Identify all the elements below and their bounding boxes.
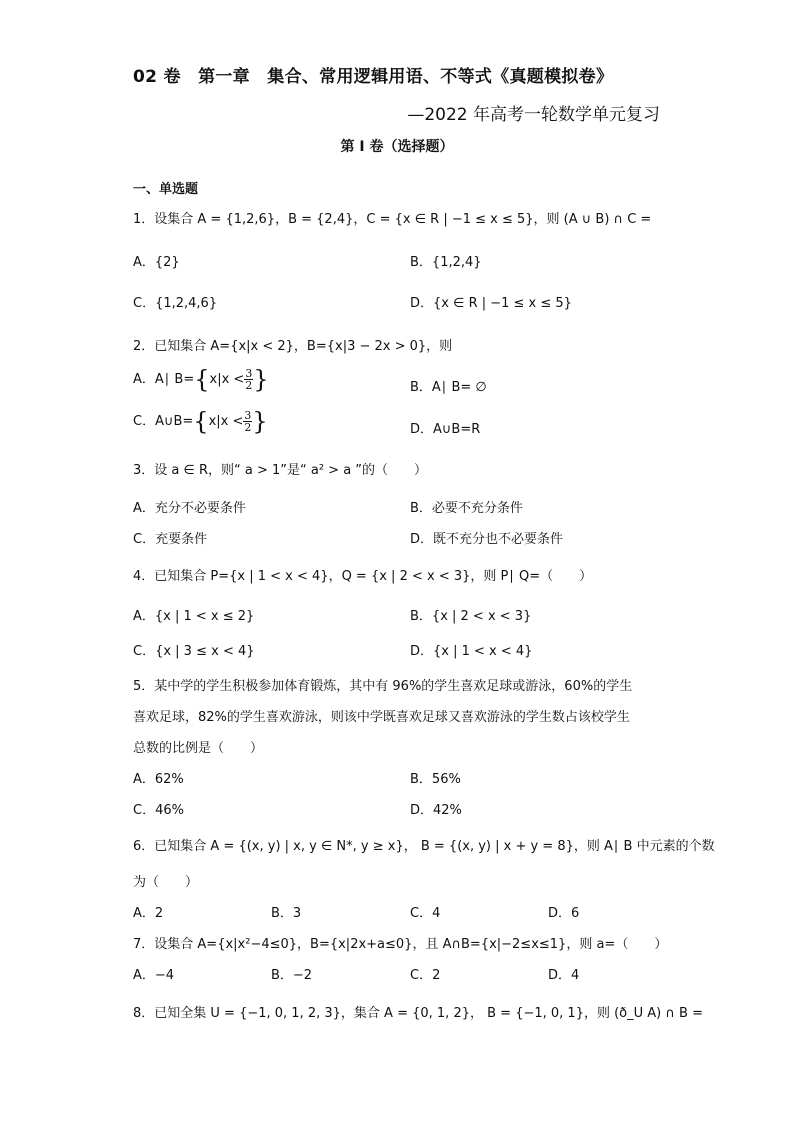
right-brace: } — [252, 407, 268, 436]
fraction-numerator: 3 — [244, 409, 252, 422]
left-brace: { — [194, 365, 210, 394]
set-builder: x|x < — [208, 414, 244, 429]
question-6-option-c: C．4 — [410, 906, 441, 921]
fraction-denominator: 2 — [244, 421, 252, 434]
document-subtitle: —2022 年高考一轮数学单元复习 — [407, 105, 660, 125]
question-5-option-d: D．42% — [410, 803, 462, 818]
question-2-stem: 2．已知集合 A={x|x < 2}，B={x|3 − 2x > 0}，则 — [133, 339, 453, 354]
question-6-option-d: D．6 — [548, 906, 580, 921]
question-6-option-a: A．2 — [133, 906, 164, 921]
right-brace: } — [253, 365, 269, 394]
question-8-stem: 8．已知全集 U = {−1, 0, 1, 2, 3}，集合 A = {0, 1, 2}， B = {−1, 0, 1}，则 (ð_U A) ∩ B = — [133, 1006, 703, 1021]
question-7-stem: 7．设集合 A={x|x²−4≤0}，B={x|2x+a≤0}，且 A∩B={x|−2≤x≤1}，则 a=（ ） — [133, 937, 668, 952]
question-5-line-1: 5．某中学的学生积极参加体育锻炼，其中有 96%的学生喜欢足球或游泳，60%的学生 — [133, 679, 633, 694]
question-3-option-b: B．必要不充分条件 — [410, 501, 523, 516]
question-4-stem: 4．已知集合 P={x | 1 < x < 4}，Q = {x | 2 < x < 3}，则 P∣ Q=（ ） — [133, 569, 593, 584]
fraction — [244, 368, 253, 391]
question-1-option-d: D．{x ∈ R | −1 ≤ x ≤ 5} — [410, 296, 572, 311]
document-title: 02 卷 第一章 集合、常用逻辑用语、不等式《真题模拟卷》 — [133, 67, 614, 87]
question-6-line-2: 为（ ） — [133, 875, 199, 890]
left-brace: { — [193, 407, 209, 436]
question-7-option-a: A．−4 — [133, 968, 175, 983]
set-builder: x|x < — [209, 372, 245, 387]
question-2-option-c — [133, 407, 268, 436]
question-2-option-d: D．A∪B=R — [410, 422, 481, 437]
question-7-option-c: C．2 — [410, 968, 441, 983]
question-4-option-c: C．{x | 3 ≤ x < 4} — [133, 644, 255, 659]
question-4-option-d: D．{x | 1 < x < 4} — [410, 644, 533, 659]
question-2-option-b: B．A∣ B= ∅ — [410, 380, 487, 395]
question-5-option-c: C．46% — [133, 803, 184, 818]
question-4-option-a: A．{x | 1 < x ≤ 2} — [133, 609, 255, 624]
question-6-option-b: B．3 — [271, 906, 302, 921]
question-3-option-a: A．充分不必要条件 — [133, 501, 246, 516]
question-7-option-b: B．−2 — [271, 968, 313, 983]
question-1-option-c: C．{1,2,4,6} — [133, 296, 218, 311]
question-3-option-c: C．充要条件 — [133, 532, 208, 547]
option-c-prefix: C．A∪B= — [133, 414, 194, 429]
question-3-option-d: D．既不充分也不必要条件 — [410, 532, 564, 547]
question-5-option-a: A．62% — [133, 772, 184, 787]
question-1-option-b: B．{1,2,4} — [410, 255, 482, 270]
section-heading: 一、单选题 — [133, 182, 199, 197]
question-1-option-a: A．{2} — [133, 255, 180, 270]
question-4-option-b: B．{x | 2 < x < 3} — [410, 609, 532, 624]
part-heading: 第 I 卷（选择题） — [340, 139, 454, 155]
fraction-denominator: 2 — [245, 379, 253, 392]
question-5-line-2: 喜欢足球，82%的学生喜欢游泳，则该中学既喜欢足球又喜欢游泳的学生数占该校学生 — [133, 710, 630, 725]
question-5-option-b: B．56% — [410, 772, 461, 787]
question-1-stem: 1．设集合 A = {1,2,6}，B = {2,4}，C = {x ∈ R | −1 ≤ x ≤ 5}，则 (A ∪ B) ∩ C = — [133, 212, 652, 227]
fraction-numerator: 3 — [245, 367, 253, 380]
question-5-line-3: 总数的比例是（ ） — [133, 741, 264, 756]
option-a-prefix: A．A∣ B= — [133, 372, 195, 387]
question-7-option-d: D．4 — [548, 968, 580, 983]
question-6-line-1: 6．已知集合 A = {(x, y) | x, y ∈ N*, y ≥ x}， B = {(x, y) | x + y = 8}，则 A∣ B 中元素的个数 — [133, 839, 715, 854]
question-3-stem: 3．设 a ∈ R，则“ a > 1”是“ a² > a ”的（ ） — [133, 463, 428, 478]
question-2-option-a — [133, 365, 269, 394]
